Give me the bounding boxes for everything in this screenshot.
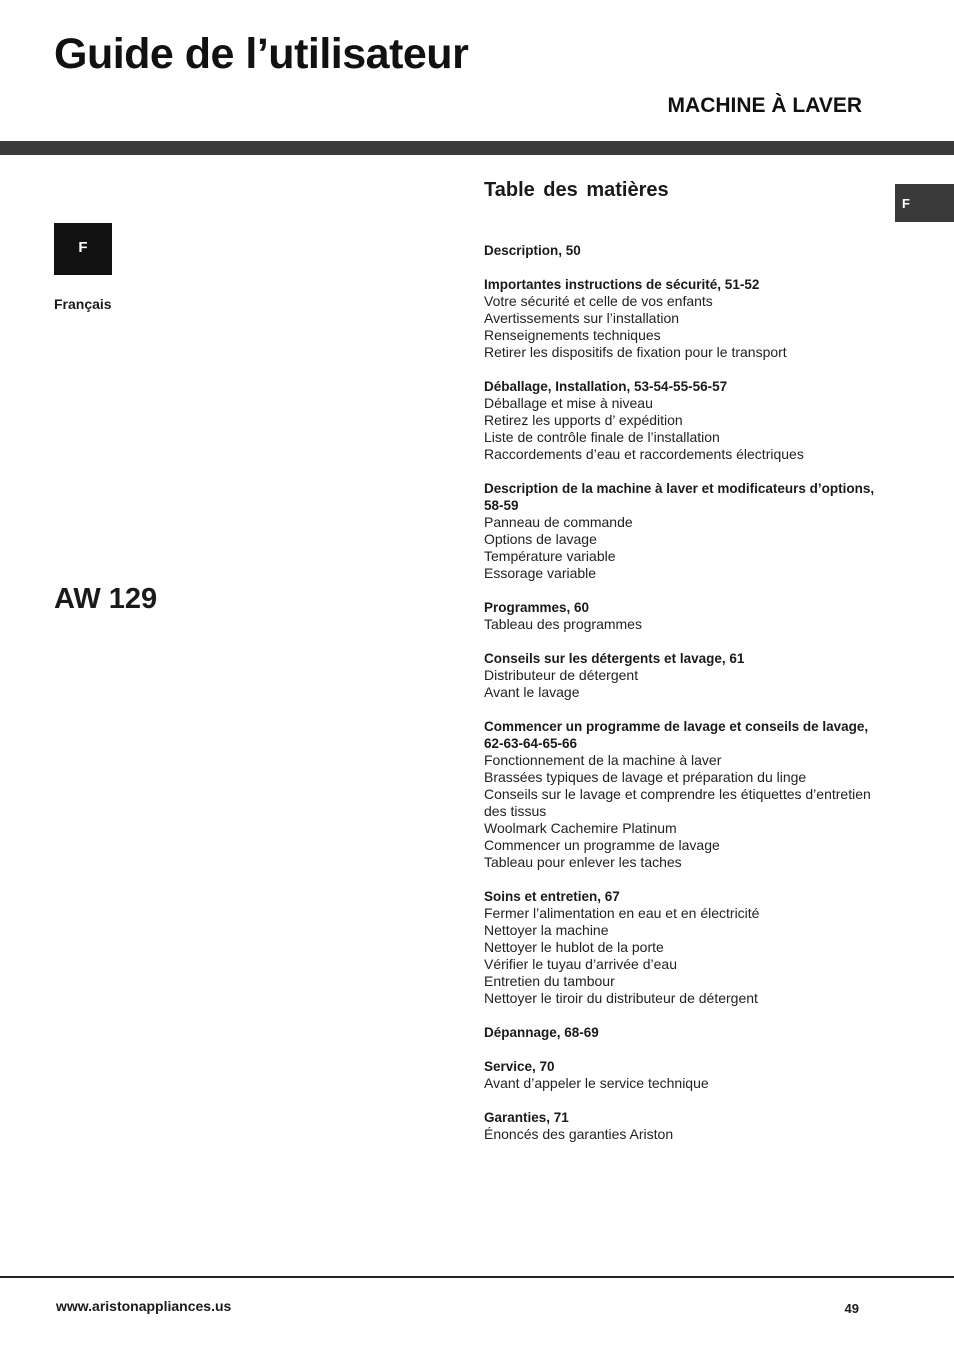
toc-section (484, 718, 884, 871)
toc-section (484, 1024, 884, 1041)
toc-section-heading: Description de la machine à laver et modificateurs d’options, 58-59 (484, 481, 875, 513)
document-subtitle: MACHINE À LAVER (667, 94, 862, 117)
table-of-contents (484, 242, 884, 1160)
toc-section (484, 276, 884, 361)
toc-item: Panneau de commande (484, 514, 633, 530)
model-number: AW 129 (54, 583, 158, 615)
toc-item: Déballage et mise à niveau (484, 395, 653, 411)
toc-section-heading: Dépannage, 68-69 (484, 1025, 599, 1040)
page-number: 49 (844, 1301, 859, 1316)
toc-item: Nettoyer le tiroir du distributeur de détergent (484, 990, 758, 1006)
toc-section-heading: Déballage, Installation, 53-54-55-56-57 (484, 379, 728, 394)
toc-item: Votre sécurité et celle de vos enfants (484, 293, 713, 309)
toc-section (484, 1058, 884, 1092)
toc-section-heading: Soins et entretien, 67 (484, 889, 620, 904)
toc-item: Conseils sur le lavage et comprendre les étiquettes d’entretien des tissus (484, 786, 871, 819)
toc-section-heading: Programmes, 60 (484, 600, 590, 615)
toc-item: Liste de contrôle finale de l’installation (484, 429, 720, 445)
footer-divider-line (0, 1276, 954, 1278)
page-title: Guide de l’utilisateur (54, 30, 469, 78)
toc-section-heading: Description, 50 (484, 243, 581, 258)
toc-item: Avant le lavage (484, 684, 580, 700)
toc-section-heading: Commencer un programme de lavage et conseils de lavage, 62-63-64-65-66 (484, 719, 869, 751)
language-code-box: F (54, 223, 112, 275)
toc-item: Raccordements d’eau et raccordements électriques (484, 446, 804, 462)
toc-item: Fonctionnement de la machine à laver (484, 752, 722, 768)
toc-section (484, 242, 884, 259)
toc-section-heading: Conseils sur les détergents et lavage, 61 (484, 651, 745, 666)
toc-item: Température variable (484, 548, 616, 564)
toc-item: Brassées typiques de lavage et préparation du linge (484, 769, 807, 785)
language-label: Français (54, 296, 112, 312)
toc-item: Vérifier le tuyau d’arrivée d’eau (484, 956, 677, 972)
toc-item: Renseignements techniques (484, 327, 661, 343)
language-tab: F (895, 184, 954, 222)
toc-section (484, 480, 884, 582)
toc-section (484, 378, 884, 463)
header-divider-bar (0, 141, 954, 155)
toc-section (484, 599, 884, 633)
toc-item: Woolmark Cachemire Platinum (484, 820, 677, 836)
footer-url: www.aristonappliances.us (56, 1298, 232, 1314)
toc-item: Tableau pour enlever les taches (484, 854, 682, 870)
toc-item: Options de lavage (484, 531, 597, 547)
toc-item: Retirez les upports d’ expédition (484, 412, 683, 428)
toc-section-heading: Service, 70 (484, 1059, 555, 1074)
toc-item: Énoncés des garanties Ariston (484, 1126, 674, 1142)
toc-item: Commencer un programme de lavage (484, 837, 720, 853)
toc-item: Nettoyer la machine (484, 922, 609, 938)
toc-item: Distributeur de détergent (484, 667, 639, 683)
toc-section (484, 650, 884, 701)
toc-item: Entretien du tambour (484, 973, 615, 989)
toc-item: Essorage variable (484, 565, 597, 581)
toc-section-heading: Garanties, 71 (484, 1110, 569, 1125)
toc-item: Avant d’appeler le service technique (484, 1075, 709, 1091)
toc-item: Tableau des programmes (484, 616, 642, 632)
toc-section-heading: Importantes instructions de sécurité, 51-52 (484, 277, 760, 292)
toc-section (484, 1109, 884, 1143)
toc-item: Nettoyer le hublot de la porte (484, 939, 664, 955)
toc-title: Table des matières (484, 179, 669, 201)
toc-item: Retirer les dispositifs de fixation pour le transport (484, 344, 787, 360)
toc-item: Fermer l’alimentation en eau et en électricité (484, 905, 760, 921)
toc-item: Avertissements sur l’installation (484, 310, 680, 326)
toc-section (484, 888, 884, 1007)
